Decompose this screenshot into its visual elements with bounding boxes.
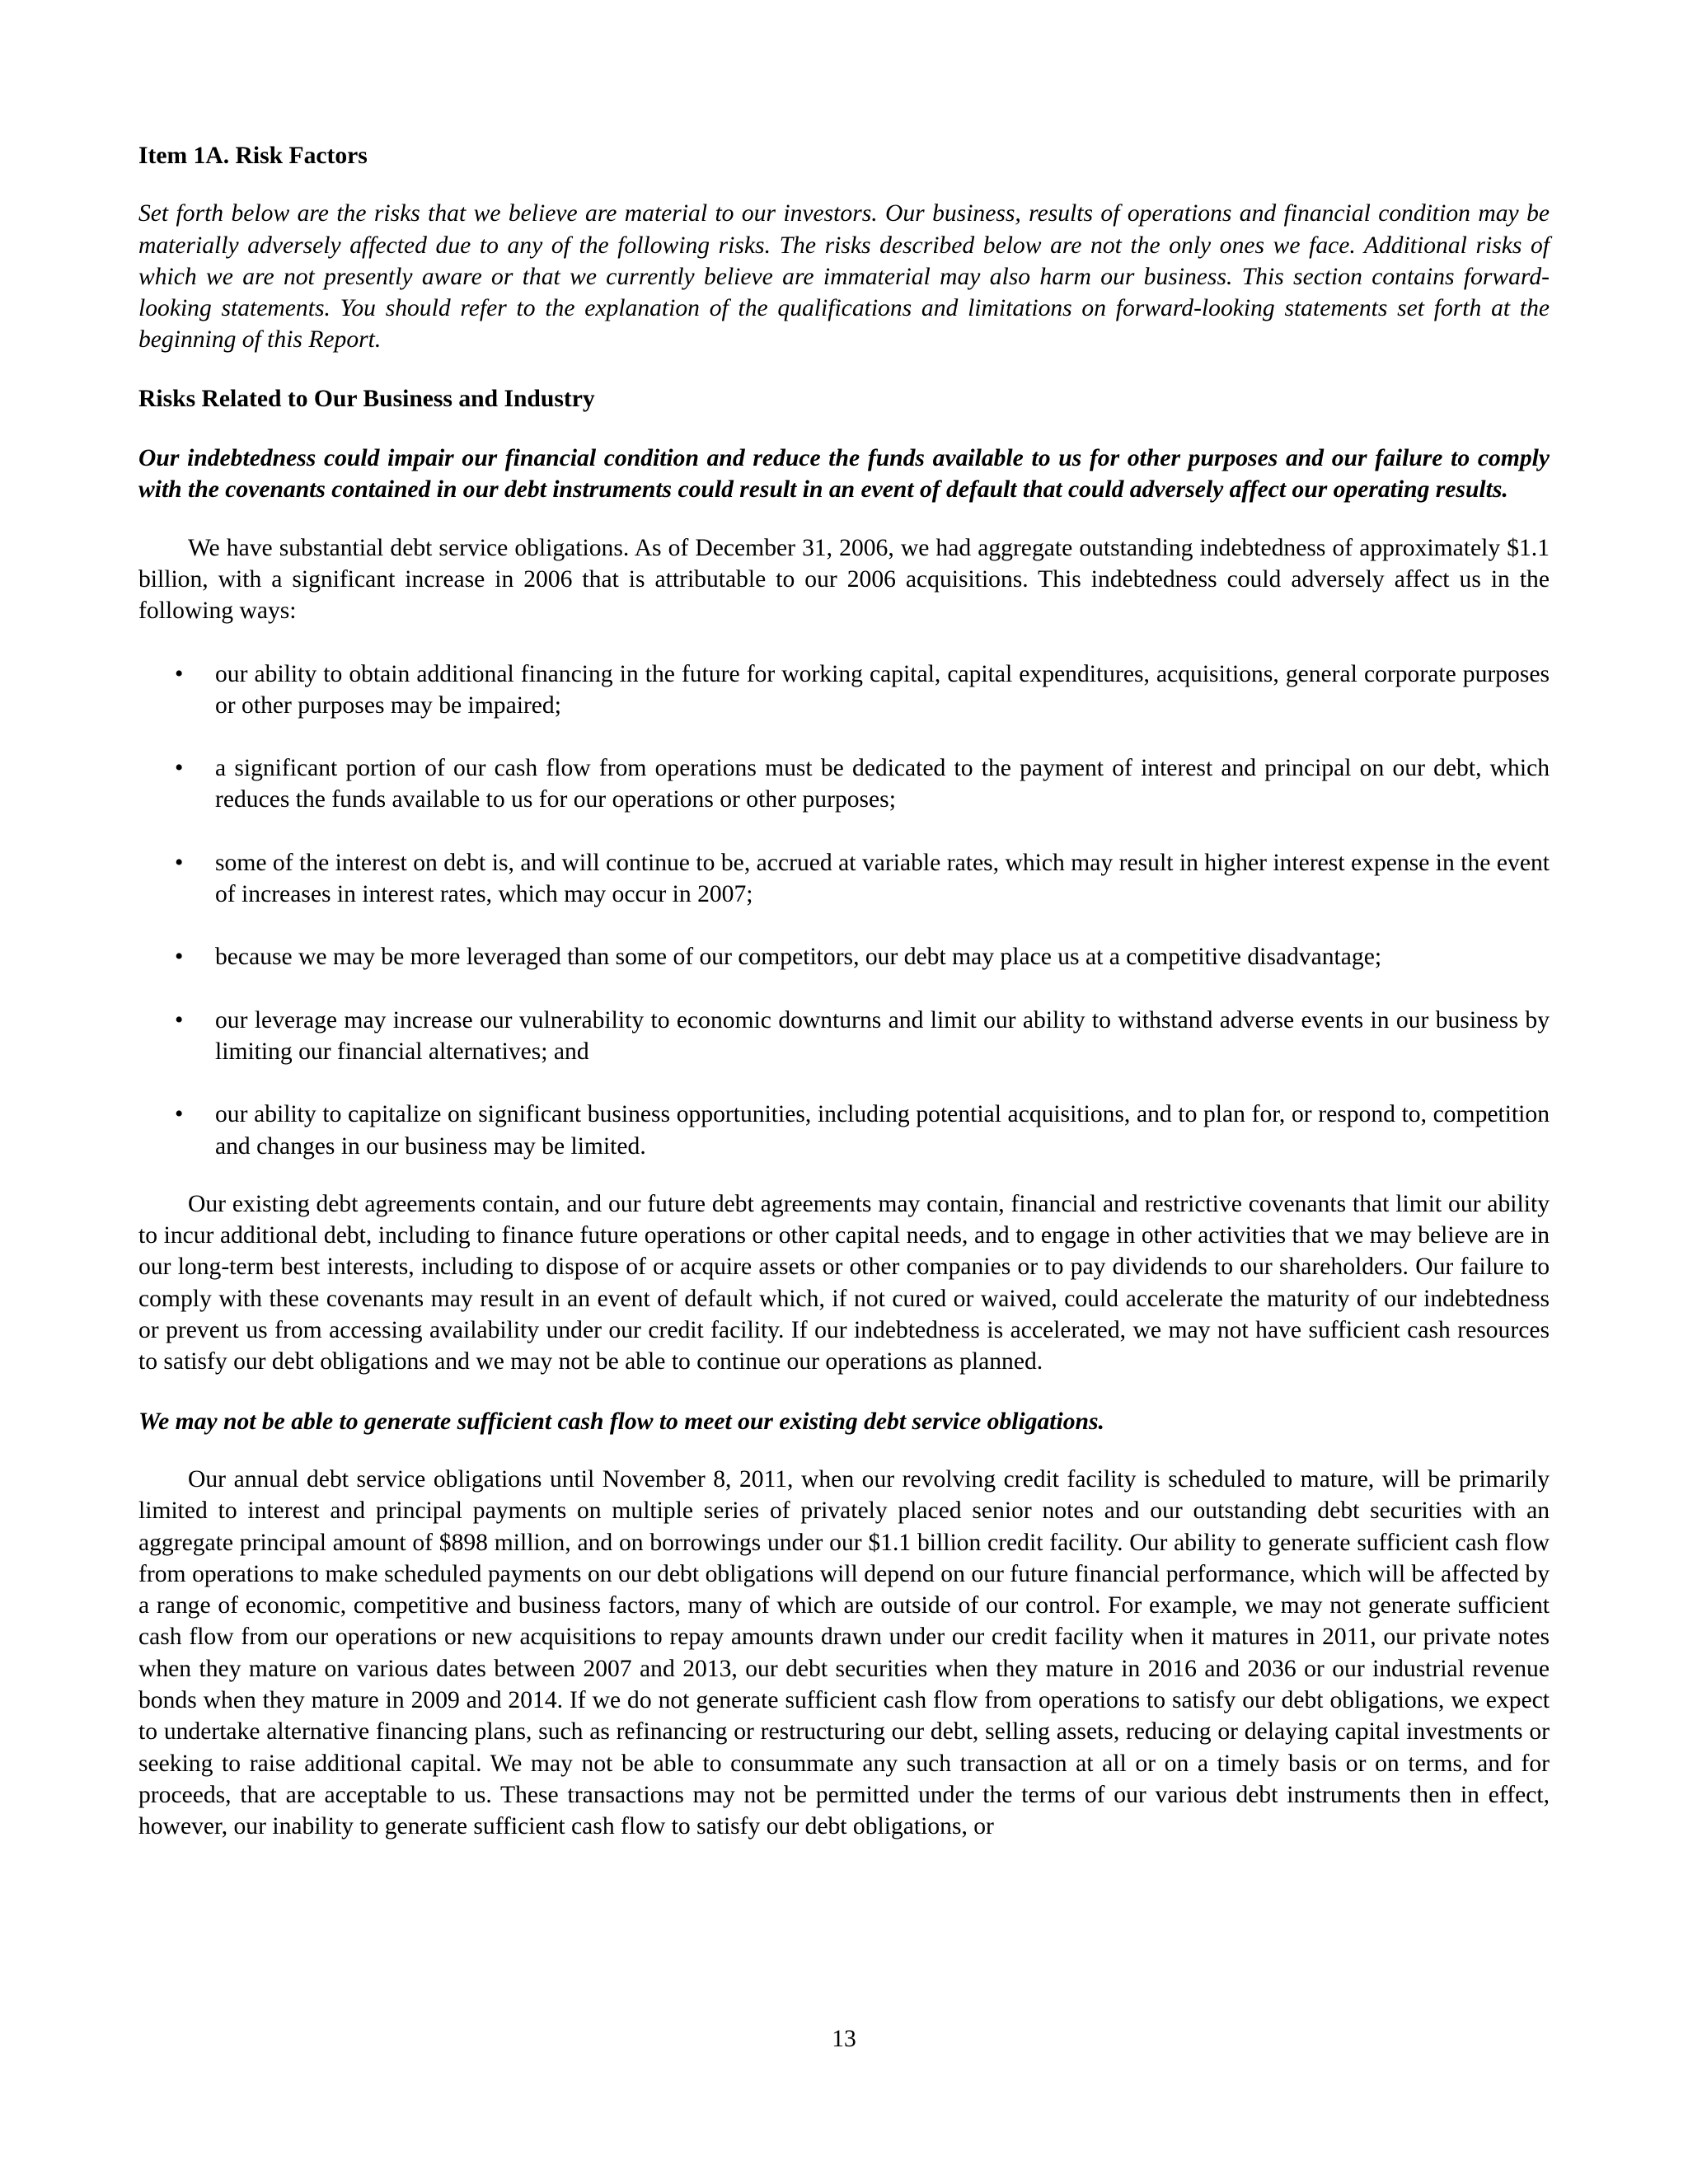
intro-paragraph: Set forth below are the risks that we believe are material to our investors. Our business, results of operations and financial condition may be materially adversely affected due to any of the following risks. The risks described below are not the only ones we face. Additional risks of which we are not presently aware or that we currently believe are immaterial may also harm our business. This section contains forward-looking statements. You should refer to the explanation of the qualifications and limitations on forward-looking statements set forth at the beginning of this Report. (138, 200, 1550, 354)
list-item (138, 752, 1550, 816)
list-item-text: our ability to obtain additional financing in the future for working capital, capital expenditures, acquisitions, general corporate purposes or other purposes may be impaired; (215, 660, 1550, 719)
bullet-icon: • (175, 1006, 184, 1033)
list-item-text: some of the interest on debt is, and will continue to be, accrued at variable rates, which may result in higher interest expense in the event of increases in interest rates, which may occur in 2007; (215, 849, 1550, 908)
section-heading: Risks Related to Our Business and Industry (138, 385, 595, 412)
paragraph-debt-service: Our annual debt service obligations until November 8, 2011, when our revolving credit facility is scheduled to mature, will be primarily limited to interest and principal payments on multiple series of privately placed senior notes and our outstanding debt securities with an aggregate principal amount of $898 million, and on borrowings under our $1.1 billion credit facility. Our ability to generate sufficient cash flow from operations to make scheduled payments on our debt obligations will depend on our future financial performance, which will be affected by a range of economic, competitive and business factors, many of which are outside of our control. For example, we may not generate sufficient cash flow from our operations or new acquisitions to repay amounts drawn under our credit facility when it matures in 2011, our private notes when they mature on various dates between 2007 and 2013, our debt securities when they mature in 2016 and 2036 or our industrial revenue bonds when they mature in 2009 and 2014. If we do not generate sufficient cash flow from operations to satisfy our debt obligations, we expect to undertake alternative financing plans, such as refinancing or restructuring our debt, selling assets, reducing or delaying capital investments or seeking to raise additional capital. We may not be able to consummate any such transaction at all or on a timely basis or on terms, and for proceeds, that are acceptable to us. These transactions may not be permitted under the terms of our various debt instruments then in effect, however, our inability to generate sufficient cash flow to satisfy our debt obligations, or (138, 1465, 1550, 1840)
list-item-text: our ability to capitalize on significant business opportunities, including potential acquisitions, and to plan for, or respond to, competition and changes in our business may be limited. (215, 1101, 1550, 1160)
risk-heading-indebtedness: Our indebtedness could impair our financial condition and reduce the funds available to us for other purposes and our failure to comply with the covenants contained in our debt instruments could result in an event of default that could adversely affect our operating results. (138, 445, 1550, 504)
list-item (138, 1099, 1550, 1162)
list-item-text: a significant portion of our cash flow from operations must be dedicated to the payment of interest and principal on our debt, which reduces the funds available to us for our operations or other purposes; (215, 755, 1550, 813)
bullet-icon: • (175, 944, 184, 971)
list-item (138, 941, 1550, 972)
document-page (138, 140, 1550, 1842)
bullet-icon: • (175, 1101, 184, 1128)
bullet-list (138, 658, 1550, 1162)
list-item (138, 847, 1550, 911)
bullet-icon: • (175, 755, 184, 782)
list-item-text: our leverage may increase our vulnerability to economic downturns and limit our ability to withstand adverse events in our business by limiting our financial alternatives; and (215, 1006, 1550, 1065)
list-item-text: because we may be more leveraged than some of our competitors, our debt may place us at a competitive disadvantage; (215, 944, 1382, 971)
item-heading: Item 1A. Risk Factors (138, 143, 368, 169)
list-item (138, 658, 1550, 722)
bullet-icon: • (175, 660, 184, 687)
paragraph-debt-obligations: We have substantial debt service obligations. As of December 31, 2006, we had aggregate outstanding indebtedness of approximately $1.1 billion, with a significant increase in 2006 that is attributable to our 2006 acquisitions. This indebtedness could adversely affect us in the following ways: (138, 534, 1550, 625)
page-number: 13 (832, 2026, 856, 2052)
risk-heading-cash-flow: We may not be able to generate sufficient cash flow to meet our existing debt service obligations. (138, 1408, 1104, 1435)
paragraph-covenants: Our existing debt agreements contain, and our future debt agreements may contain, financial and restrictive covenants that limit our ability to incur additional debt, including to finance future operations or other capital needs, and to engage in other activities that we may believe are in our long-term best interests, including to dispose of or acquire assets or other companies or to pay dividends to our shareholders. Our failure to comply with these covenants may result in an event of default which, if not cured or waived, could accelerate the maturity of our indebtedness or prevent us from accessing availability under our credit facility. If our indebtedness is accelerated, we may not have sufficient cash resources to satisfy our debt obligations and we may not be able to continue our operations as planned. (138, 1190, 1550, 1376)
bullet-icon: • (175, 849, 184, 876)
list-item (138, 1005, 1550, 1068)
